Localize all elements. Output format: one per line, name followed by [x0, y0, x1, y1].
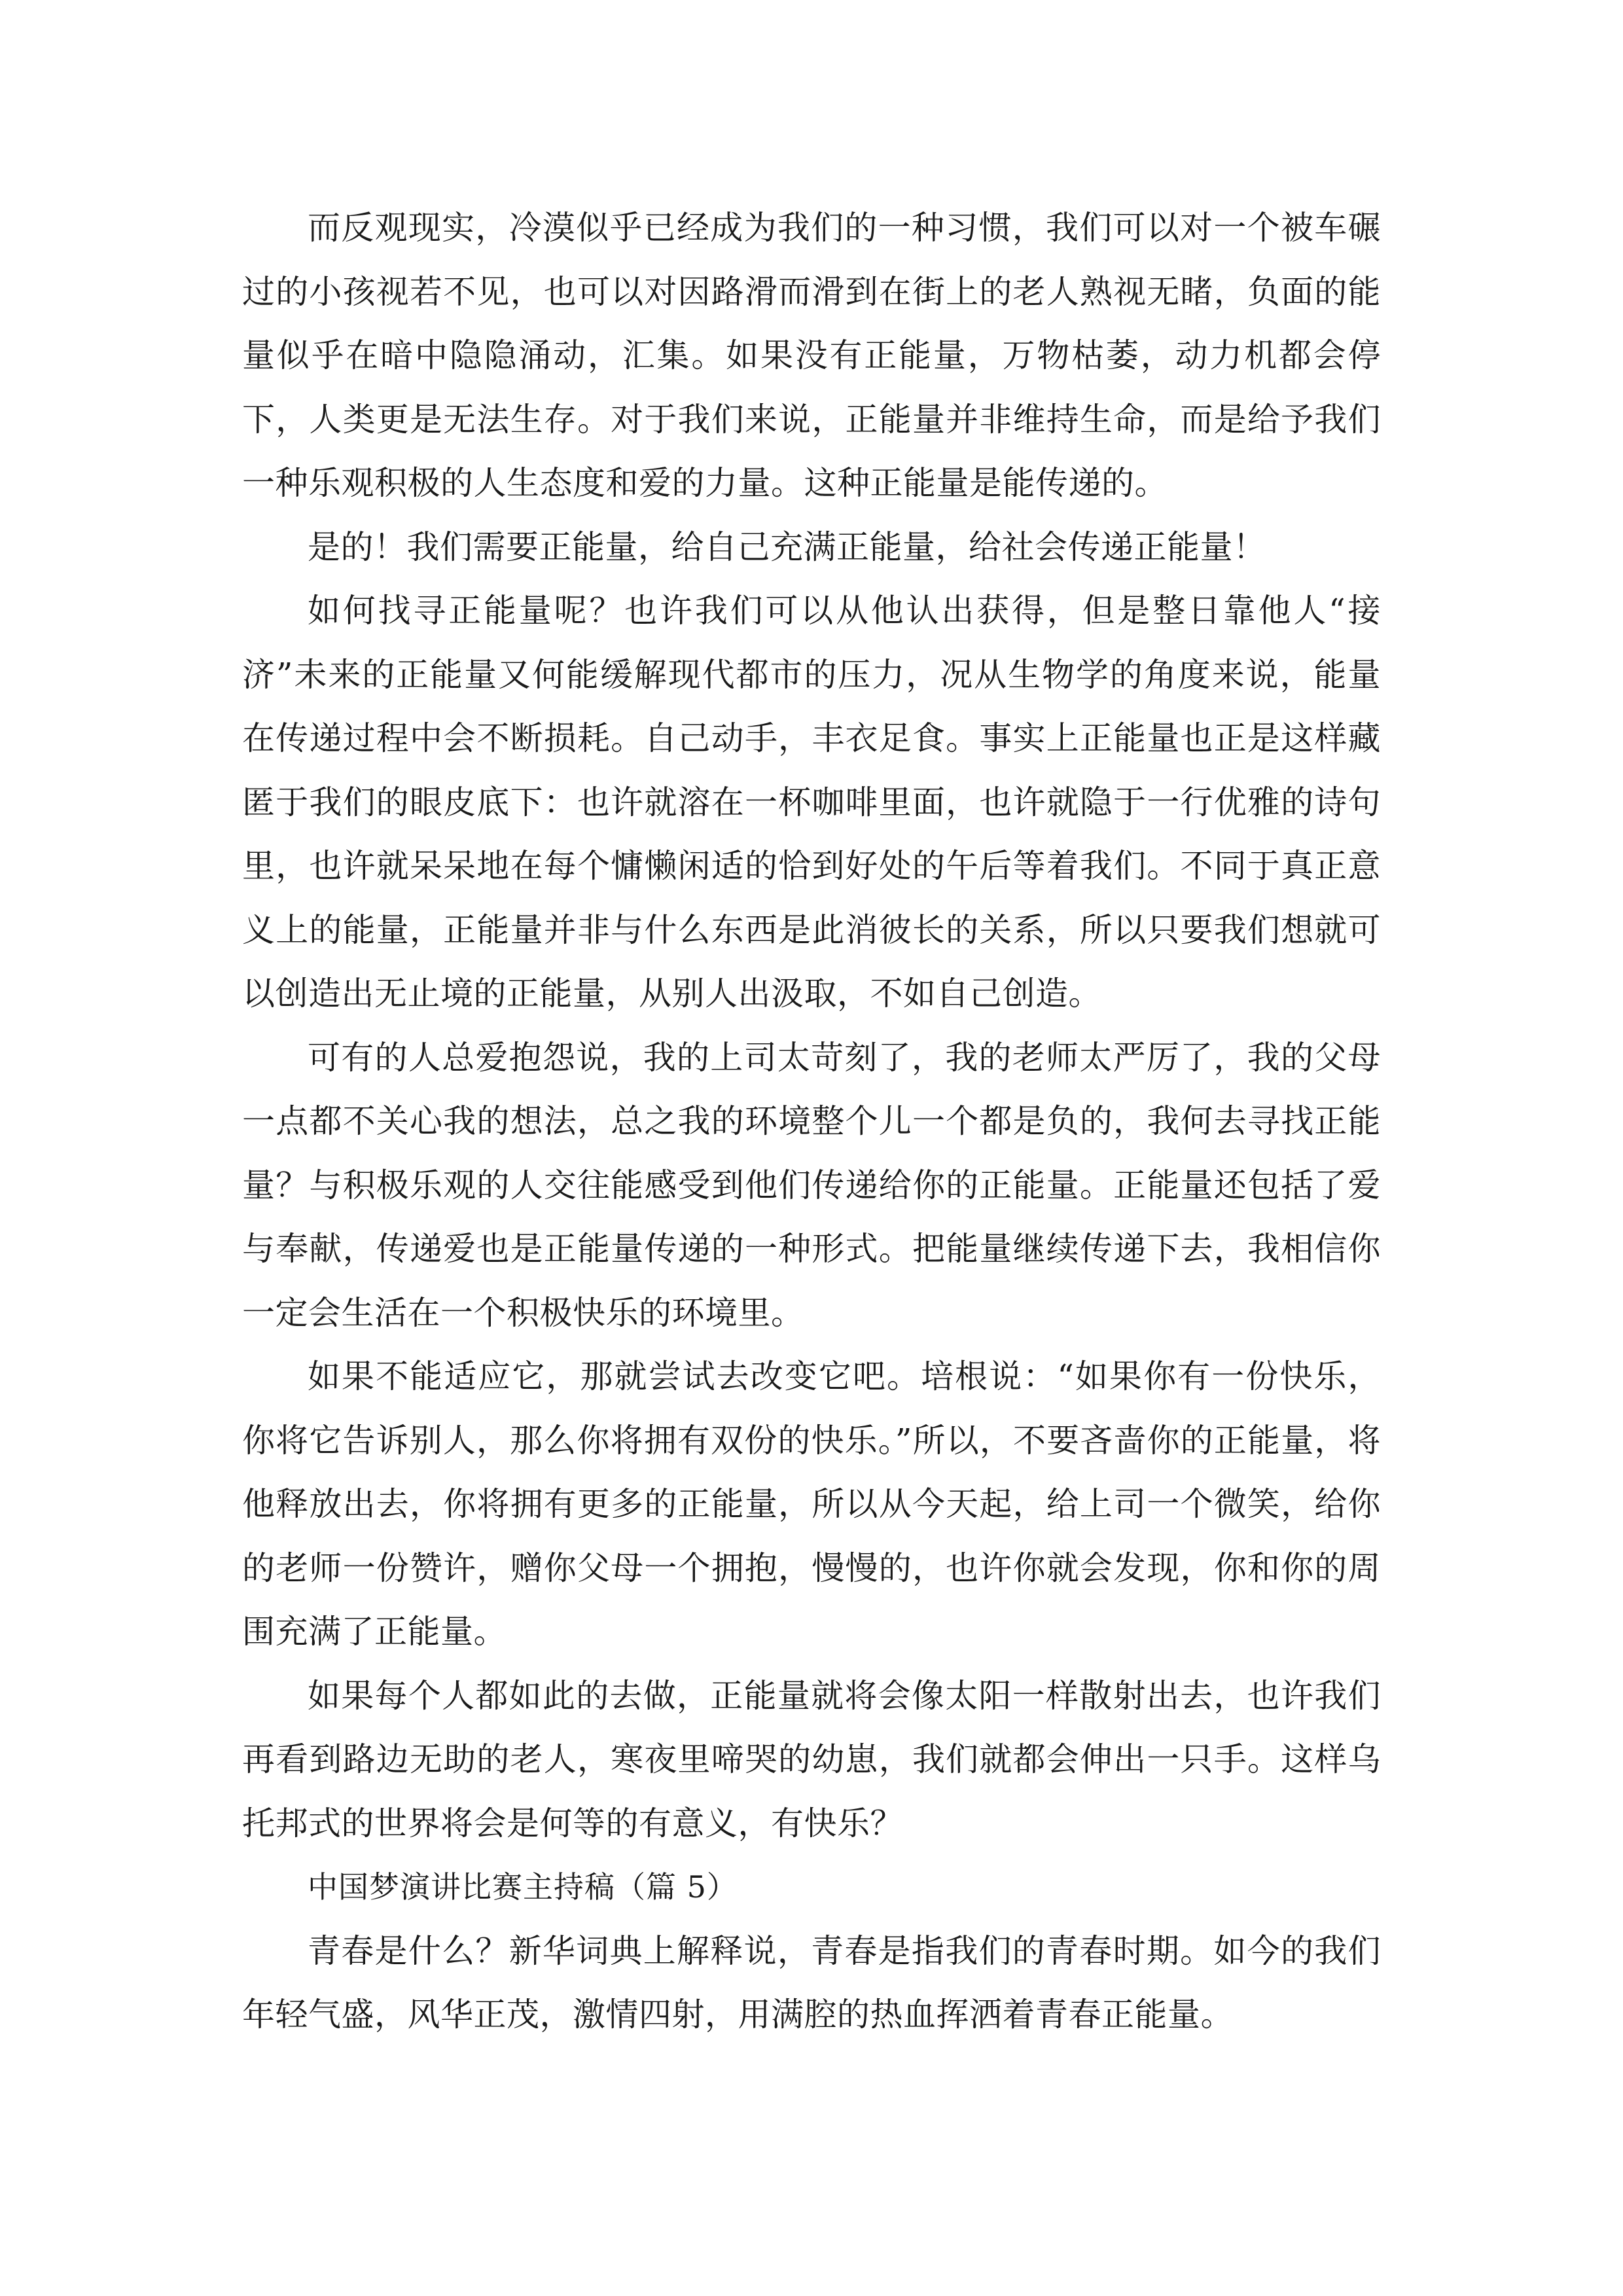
document-body	[242, 196, 1381, 2047]
paragraph: 而反观现实，冷漠似乎已经成为我们的一种习惯，我们可以对一个被车碾过的小孩视若不见，也可以对因路滑而滑到在街上的老人熟视无睹，负面的能量似乎在暗中隐隐涌动，汇集。如果没有正能量，万物枯萎，动力机都会停下，人类更是无法生存。对于我们来说，正能量并非维持生命，而是给予我们一种乐观积极的人生态度和爱的力量。这种正能量是能传递的。	[242, 209, 1381, 502]
paragraph: 是的！我们需要正能量，给自己充满正能量，给社会传递正能量！	[308, 528, 1266, 566]
paragraph: 如果每个人都如此的去做，正能量就将会像太阳一样散射出去，也许我们再看到路边无助的老人，寒夜里啼哭的幼崽，我们就都会伸出一只手。这样乌托邦式的世界将会是何等的有意义，有快乐？	[242, 1676, 1381, 1842]
paragraph: 如果不能适应它，那就尝试去改变它吧。培根说：“如果你有一份快乐，你将它告诉别人，那么你将拥有双份的快乐。”所以，不要吝啬你的正能量，将他释放出去，你将拥有更多的正能量，所以从今天起，给上司一个微笑，给你的老师一份赞许，赠你父母一个拥抱，慢慢的，也许你就会发现，你和你的周围充满了正能量。	[242, 1357, 1381, 1651]
paragraph: 如何找寻正能量呢？也许我们可以从他认出获得，但是整日靠他人“接济”未来的正能量又何能缓解现代都市的压力，况从生物学的角度来说，能量在传递过程中会不断损耗。自己动手，丰衣足食。事实上正能量也正是这样藏匿于我们的眼皮底下：也许就溶在一杯咖啡里面，也许就隐于一行优雅的诗句里，也许就呆呆地在每个慵懒闲适的恰到好处的午后等着我们。不同于真正意义上的能量，正能量并非与什么东西是此消彼长的关系，所以只要我们想就可以创造出无止境的正能量，从别人出汲取，不如自己创造。	[242, 592, 1381, 1013]
section-heading: 中国梦演讲比赛主持稿（篇 5）	[308, 1869, 738, 1905]
paragraph: 青春是什么？新华词典上解释说，青春是指我们的青春时期。如今的我们年轻气盛，风华正茂，激情四射，用满腔的热血挥洒着青春正能量。	[242, 1931, 1381, 2034]
paragraph: 可有的人总爱抱怨说，我的上司太苛刻了，我的老师太严厉了，我的父母一点都不关心我的想法，总之我的环境整个儿一个都是负的，我何去寻找正能量？与积极乐观的人交往能感受到他们传递给你的正能量。正能量还包括了爱与奉献，传递爱也是正能量传递的一种形式。把能量继续传递下去，我相信你一定会生活在一个积极快乐的环境里。	[242, 1038, 1381, 1332]
